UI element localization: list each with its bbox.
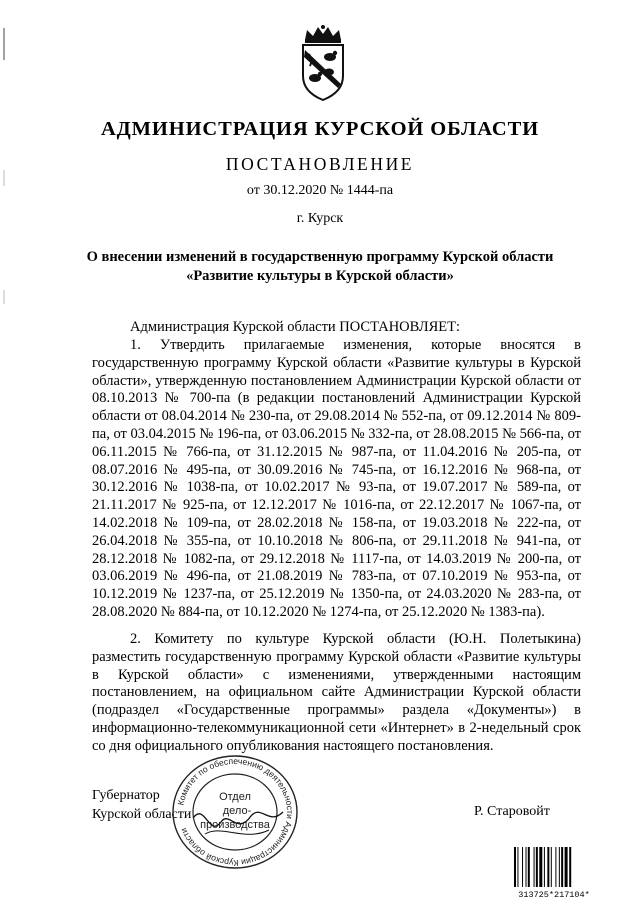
signer-name: Р. Старовойт: [474, 804, 550, 819]
stamp-center-line-2: дело-: [222, 805, 252, 817]
barcode-number: 313725*217104*: [518, 890, 590, 899]
barcode-bar: [514, 847, 516, 887]
barcode-bar: [561, 847, 563, 887]
document-subject: О внесении изменений в государственную программу Курской области «Развитие культуры в Курской области»: [86, 249, 554, 284]
barcode-bar: [559, 847, 560, 887]
barcode-bar: [522, 847, 523, 887]
barcode-bar: [526, 847, 527, 887]
document-city: г. Курск: [296, 211, 344, 226]
stamp-ring-text: Комитет по обеспечению деятельности Администрации Курской области: [175, 755, 296, 869]
resolution-intro: Администрация Курской области ПОСТАНОВЛЯЕТ:: [130, 319, 461, 335]
paragraph-1: 1. Утвердить прилагаемые изменения, которые вносятся в государственную программу Курской области «Развитие культуры в Курской области», утвержденную постановлением Администрации Курской области от 08.10.2013 № 700-па (в редакции постановлений Администрации Курской области от 08.04.2014 № 230-па, от 29.08.2014 № 552-па, от 09.12.2014 № 809-па, от 03.04.2015 № 196-па, от 03.06.2015 № 332-па, от 28.08.2015 № 566-па, от 06.11.2015 № 766-па, от 31.12.2015 № 987-па, от 11.04.2016 № 205-па, от 08.07.2016 № 495-па, от 30.09.2016 № 745-па, от 16.12.2016 № 968-па, от 30.12.2016 № 1038-па, от 10.02.2017 № 93-па, от 19.07.2017 № 589-па, от 21.11.2017 № 925-па, от 12.12.2017 № 1016-па, от 22.12.2017 № 1067-па, от 14.02.2018 № 109-па, от 28.02.2018 № 158-па, от 19.03.2018 № 222-па, от 26.04.2018 № 355-па, от 10.10.2018 № 806-па, от 29.11.2018 № 941-па, от 28.12.2018 № 1082-па, от 29.12.2018 № 1117-па, от 14.03.2019 № 200-па, от 03.06.2019 № 496-па, от 21.08.2019 № 783-па, от 07.10.2019 № 953-па, от 10.12.2019 № 1237-па, от 25.12.2019 № 1350-па, от 24.03.2020 № 283-па, от 28.08.2020 № 884-па, от 10.12.2020 № 1274-па, от 25.12.2020 № 1383-па).: [92, 337, 581, 620]
document-barcode: [513, 845, 595, 899]
stamp-center-line-1: Отдел: [219, 791, 251, 803]
barcode-bar: [534, 847, 535, 887]
coat-of-arms-emblem: [293, 24, 353, 102]
barcode-bar: [555, 847, 556, 887]
document-type: ПОСТАНОВЛЕНИЕ: [225, 154, 415, 174]
barcode-bar: [565, 847, 568, 887]
paragraph-2: 2. Комитету по культуре Курской области (Ю.Н. Полетыкина) разместить государственную программу Курской области «Развитие культуры в Курской области» с изменениями, утвержденными настоящим постановлением, на официальном сайте Администрации Курской области (подраздел «Государственные программы» раздела «Документы») в информационно-телекоммуникационной сети «Интернет» в 2-недельный срок со дня официального опубликования настоящего постановления.: [92, 631, 581, 754]
document-title: АДМИНИСТРАЦИЯ КУРСКОЙ ОБЛАСТИ: [100, 118, 540, 140]
barcode-bar: [539, 847, 542, 887]
signer-position-line-1: Губернатор: [92, 788, 160, 803]
barcode-bar: [551, 847, 552, 887]
barcode-bar: [544, 847, 545, 887]
stamp-center-line-3: производства: [200, 819, 270, 831]
office-stamp: [165, 752, 305, 872]
barcode-bar: [517, 847, 518, 887]
barcode-bars: [514, 847, 571, 887]
barcode-bar: [569, 847, 571, 887]
document-date-number: от 30.12.2020 № 1444-па: [246, 183, 394, 198]
barcode-bar: [547, 847, 549, 887]
signer-position-line-2: Курской области: [92, 807, 192, 822]
barcode-bar: [528, 847, 530, 887]
barcode-bar: [536, 847, 538, 887]
